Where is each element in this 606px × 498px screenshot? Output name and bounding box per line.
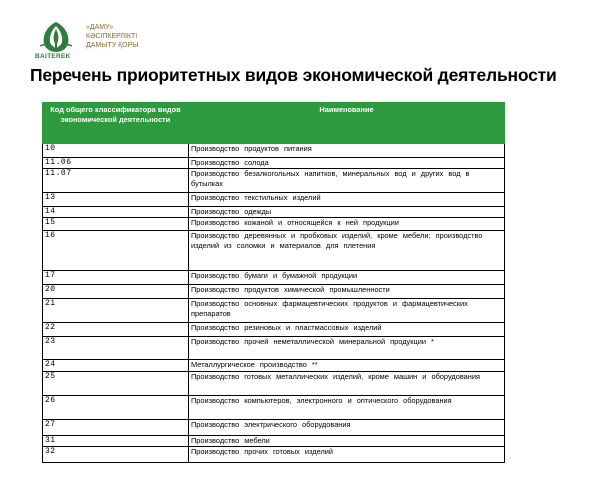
name-cell: Производство электрического оборудования [189, 420, 505, 436]
code-cell: 14 [43, 207, 189, 218]
table-row [43, 337, 505, 360]
column-header-code: Код общего классификатора видов экономической деятельности [43, 103, 189, 144]
code-cell: 17 [43, 271, 189, 285]
name-cell: Производство солода [189, 158, 505, 169]
table-row [43, 231, 505, 271]
name-cell: Производство бумаги и бумажной продукции [189, 271, 505, 285]
code-cell: 24 [43, 360, 189, 372]
name-cell: Производство готовых металлических изделий, кроме машин и оборудования [189, 372, 505, 396]
table-row [43, 447, 505, 463]
code-cell: 13 [43, 193, 189, 207]
page-title: Перечень приоритетных видов экономической деятельности [30, 65, 557, 85]
name-cell: Производство безалкогольных напитков, минеральных вод и других вод в бутылках [189, 169, 505, 193]
column-header-name: Наименование [189, 103, 505, 144]
name-cell: Производство основных фармацевтических продуктов и фармацевтических препаратов [189, 299, 505, 323]
code-cell: 26 [43, 396, 189, 420]
name-cell: Производство продуктов питания [189, 144, 505, 158]
name-cell: Производство кожаной и относящейся к ней продукции [189, 218, 505, 231]
table-row [43, 271, 505, 285]
tagline-line: «ДАМУ» [86, 24, 114, 31]
name-cell: Производство резиновых и пластмассовых изделий [189, 323, 505, 337]
code-cell: 16 [43, 231, 189, 271]
code-cell: 15 [43, 218, 189, 231]
baiterek-logo [34, 20, 174, 62]
name-cell: Производство продуктов химической промышленности [189, 285, 505, 299]
code-cell: 25 [43, 372, 189, 396]
name-cell: Производство прочих готовых изделий [189, 447, 505, 463]
table-row [43, 218, 505, 231]
code-cell: 21 [43, 299, 189, 323]
baiterek-tree-icon [34, 20, 78, 54]
table-row [43, 158, 505, 169]
table-header-row [43, 103, 505, 144]
name-cell: Производство одежды [189, 207, 505, 218]
table-row [43, 420, 505, 436]
code-cell: 10 [43, 144, 189, 158]
tagline-line: ДАМЫТУ ҚОРЫ [86, 42, 139, 49]
tagline [86, 23, 139, 50]
code-cell: 22 [43, 323, 189, 337]
table-row [43, 285, 505, 299]
code-cell: 11.07 [43, 169, 189, 193]
table-row [43, 372, 505, 396]
code-cell: 23 [43, 337, 189, 360]
table-row [43, 360, 505, 372]
code-cell: 31 [43, 436, 189, 447]
brand-name: BAITEREK [35, 53, 71, 60]
name-cell: Металлургическое производство ** [189, 360, 505, 372]
table-row [43, 144, 505, 158]
table-row [43, 323, 505, 337]
table-row [43, 193, 505, 207]
tagline-line: КӘСІПКЕРЛІКТІ [86, 33, 138, 40]
table-row [43, 169, 505, 193]
name-cell: Производство деревянных и пробковых изделий, кроме мебели; производство изделий из соломки и материалов для плетения [189, 231, 505, 271]
name-cell: Производство мебели [189, 436, 505, 447]
name-cell: Производство прочей неметаллической минеральной продукции * [189, 337, 505, 360]
code-cell: 27 [43, 420, 189, 436]
name-cell: Производство текстильных изделий [189, 193, 505, 207]
code-cell: 11.06 [43, 158, 189, 169]
table-row [43, 396, 505, 420]
code-cell: 20 [43, 285, 189, 299]
table-row [43, 436, 505, 447]
code-cell: 32 [43, 447, 189, 463]
activities-table [42, 102, 505, 463]
table-row [43, 207, 505, 218]
table-row [43, 299, 505, 323]
name-cell: Производство компьютеров, электронного и оптического оборудования [189, 396, 505, 420]
